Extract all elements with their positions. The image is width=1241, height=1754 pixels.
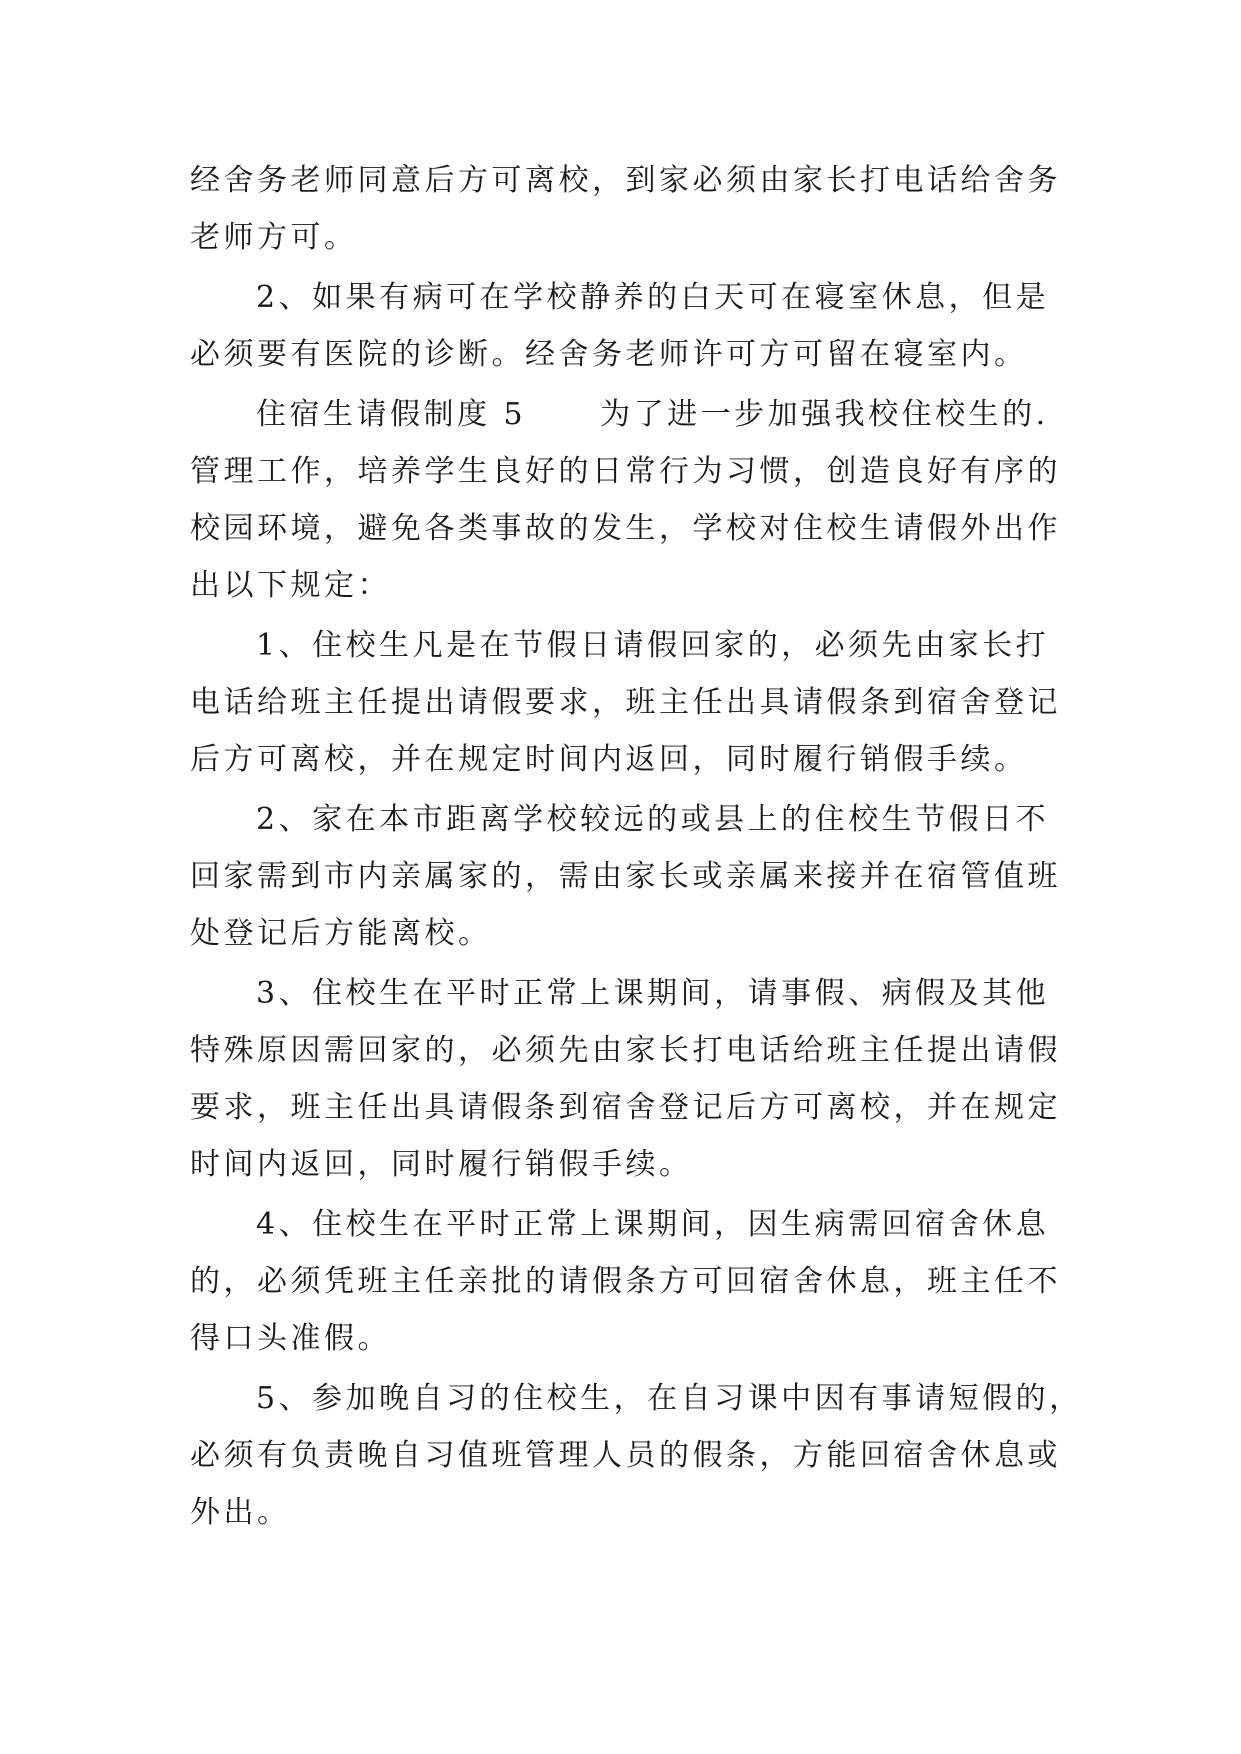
section-title: 住宿生请假制度 5 [256, 397, 527, 432]
text-line: 处登记后方能离校。 [190, 916, 492, 951]
text-line: 5、参加晚自习的住校生，在自习课中因有事请短假的， [256, 1381, 1083, 1416]
text-line: 2、如果有病可在学校静养的白天可在寝室休息，但是 [256, 280, 1050, 315]
text-line: 回家需到市内亲属家的，需由家长或亲属来接并在宿管值班 [190, 859, 1061, 894]
text-line: 后方可离校，并在规定时间内返回，同时履行销假手续。 [190, 742, 1028, 777]
text-line: 3、住校生在平时正常上课期间，请事假、病假及其他 [256, 976, 1050, 1011]
text-line: 2、家在本市距离学校较远的或县上的住校生节假日不 [256, 802, 1050, 837]
text-line: 电话给班主任提出请假要求，班主任出具请假条到宿舍登记 [190, 685, 1061, 720]
text-line: 得口头准假。 [190, 1321, 391, 1356]
text-line: 为了进一步加强我校住校生的. [600, 397, 1049, 432]
text-line: 必须要有医院的诊断。经舍务老师许可方可留在寝室内。 [190, 337, 1028, 372]
document-page [190, 152, 1083, 1541]
text-line: 时间内返回，同时履行销假手续。 [190, 1147, 693, 1182]
text-line: 的，必须凭班主任亲批的请假条方可回宿舍休息，班主任不 [190, 1264, 1061, 1299]
section-heading-line [190, 386, 1050, 443]
text-line: 必须有负责晚自习值班管理人员的假条，方能回宿舍休息或 [190, 1438, 1061, 1473]
text-line: 经舍务老师同意后方可离校，到家必须由家长打电话给舍务 [190, 163, 1061, 198]
text-line: 校园环境，避免各类事故的发生，学校对住校生请假外出作 [190, 511, 1061, 546]
text-line: 4、住校生在平时正常上课期间，因生病需回宿舍休息 [256, 1207, 1050, 1242]
text-line: 管理工作，培养学生良好的日常行为习惯，创造良好有序的 [190, 454, 1061, 489]
text-line: 老师方可。 [190, 220, 358, 255]
text-line: 外出。 [190, 1495, 291, 1530]
text-line: 特殊原因需回家的，必须先由家长打电话给班主任提出请假 [190, 1033, 1061, 1068]
text-line: 出以下规定： [190, 568, 391, 603]
text-line: 要求，班主任出具请假条到宿舍登记后方可离校，并在规定 [190, 1090, 1061, 1125]
text-line: 1、住校生凡是在节假日请假回家的，必须先由家长打 [256, 628, 1050, 663]
